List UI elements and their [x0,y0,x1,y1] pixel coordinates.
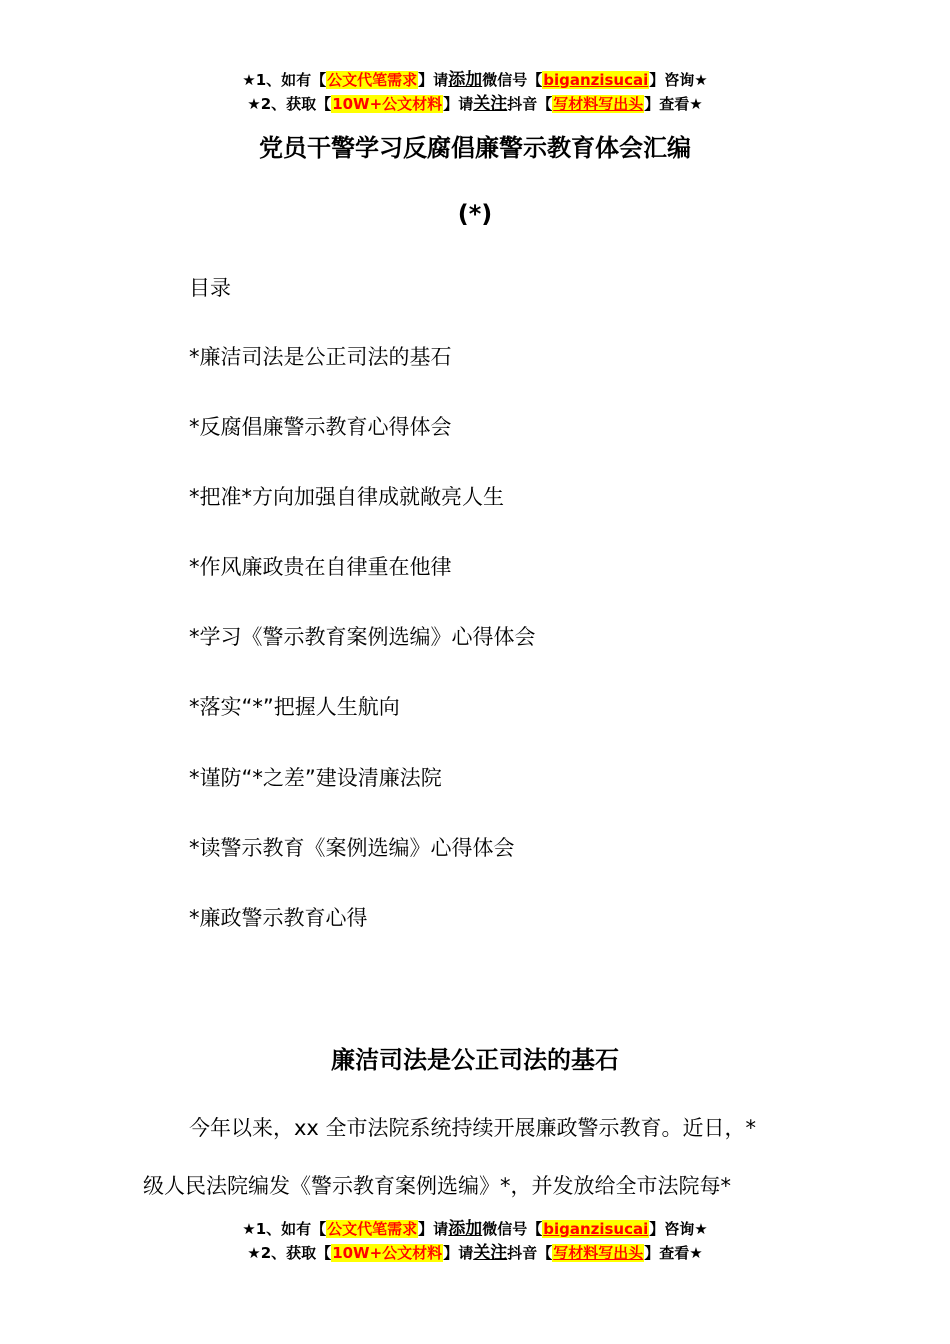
banner-line-1: ★1、如有【公文代笔需求】请添加微信号【biganzisucai】咨询★ [242,70,708,90]
footer-banner [0,1217,950,1265]
douyin-account: 写材料写出头 [553,1244,644,1262]
toc-item: *谨防“*之差”建设清廉法院 [189,765,442,790]
wechat-id: biganzisucai [543,71,649,89]
toc-item: *读警示教育《案例选编》心得体会 [189,835,515,860]
banner-line-2: ★2、获取【10W+公文材料】请关注抖音【写材料写出头】查看★ [247,1243,703,1263]
toc-item: *把准*方向加强自律成就敞亮人生 [189,485,504,510]
body-paragraph-line-2: 级人民法院编发《警示教育案例选编》*，并发放给全市法院每* [143,1174,731,1198]
document-title: 党员干警学习反腐倡廉警示教育体会汇编 [259,134,691,162]
body-paragraph-line-1: 今年以来，xx 全市法院系统持续开展廉政警示教育。近日，* [189,1116,757,1140]
toc-item: *作风廉政贵在自律重在他律 [189,555,452,580]
highlight-materials: 10W+公文材料 [332,1244,443,1262]
banner-line-1: ★1、如有【公文代笔需求】请添加微信号【biganzisucai】咨询★ [242,1219,708,1239]
section-title: 廉洁司法是公正司法的基石 [331,1046,619,1074]
table-of-contents [189,342,536,973]
toc-item: *反腐倡廉警示教育心得体会 [189,415,452,440]
toc-item: *学习《警示教育案例选编》心得体会 [189,625,536,650]
toc-item: *落实“*”把握人生航向 [189,695,400,720]
toc-item: *廉政警示教育心得 [189,905,368,930]
highlight-materials: 10W+公文材料 [332,95,443,113]
toc-item: *廉洁司法是公正司法的基石 [189,345,452,369]
document-subtitle: (*) [457,200,493,228]
wechat-id: biganzisucai [543,1220,649,1238]
highlight-service: 公文代笔需求 [327,71,418,89]
header-banner [0,68,950,116]
douyin-account: 写材料写出头 [553,95,644,113]
toc-heading: 目录 [189,276,231,300]
highlight-service: 公文代笔需求 [327,1220,418,1238]
banner-line-2: ★2、获取【10W+公文材料】请关注抖音【写材料写出头】查看★ [247,94,703,114]
